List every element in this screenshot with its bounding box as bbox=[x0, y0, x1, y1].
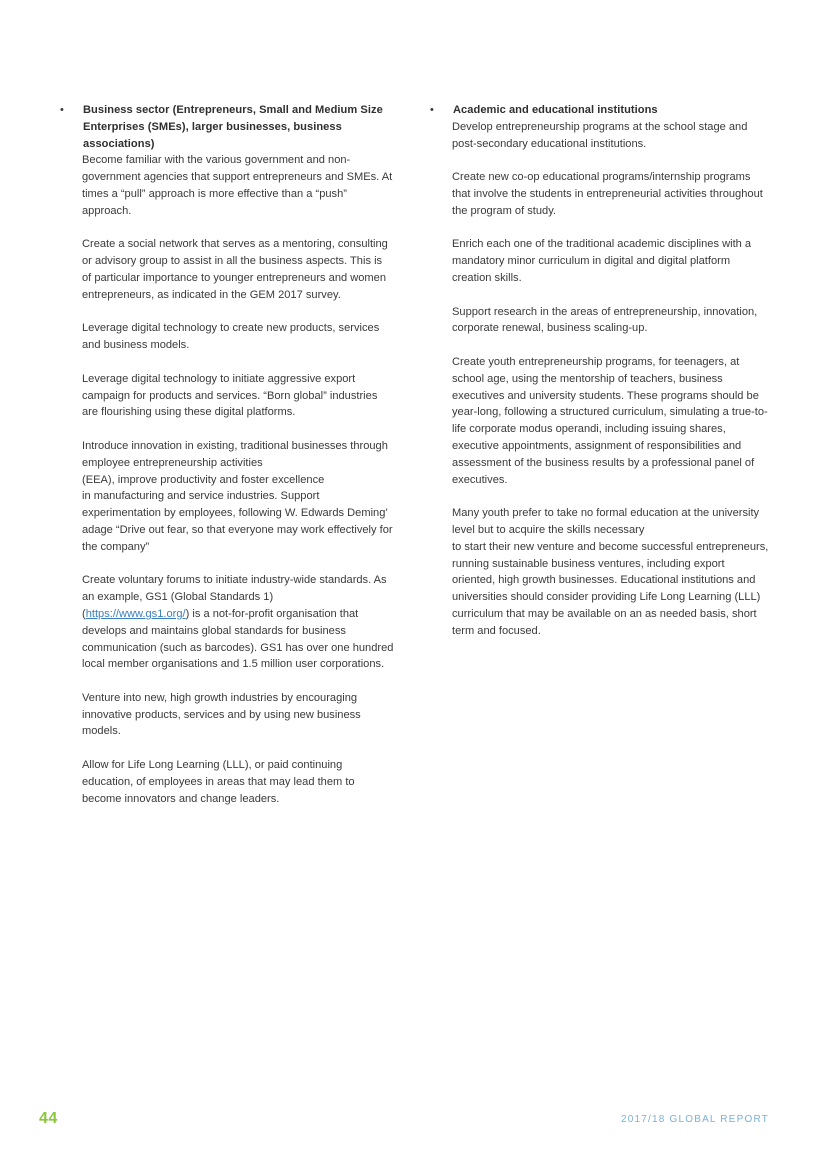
business-sector-section bbox=[60, 102, 394, 824]
paragraph: Venture into new, high growth industries by encouraging innovative products, services and by using new business models. bbox=[82, 691, 361, 738]
paragraph: Create new co-op educational programs/internship programs that involve the students in entrepreneurial activities throughout the program of study. bbox=[452, 171, 763, 217]
paragraph: Leverage digital technology to initiate aggressive export campaign for products and services. “Born global” industries are flourishing using these digital platforms. bbox=[82, 372, 378, 419]
paragraph: Enrich each one of the traditional academic disciplines with a mandatory minor curriculum in digital and digital platform creation skills. bbox=[452, 238, 752, 284]
report-label: 2017/18 GLOBAL REPORT bbox=[620, 1114, 769, 1125]
paragraph: Create a social network that serves as a mentoring, consulting or advisory group to assist in all the business aspects. This is of particular importance to younger entrepreneurs and women entrepreneurs, as indicated in the GEM 2017 survey. bbox=[82, 238, 388, 301]
paragraph: Many youth prefer to take no formal education at the university level but to acquire the skills necessary to start their new venture and become successful entrepreneurs, running sustainable business ventures, including export oriented, high growth businesses. Educational institutions and universities should consider providing Life Long Learning (LLL) curriculum that may be available on an as needed basis, short term and focused. bbox=[452, 507, 769, 637]
academic-section bbox=[430, 102, 770, 656]
paragraph: Become familiar with the various government and non-government agencies that support entrepreneurs and SMEs. At times a “pull” approach is more effective than a “push” approach. bbox=[82, 154, 393, 217]
bullet-icon: • bbox=[430, 104, 434, 116]
paragraph: Introduce innovation in existing, traditional businesses through employee entrepreneurship activities (EEA), improve productivity and foster excellence in manufacturing and service industries. Support experimentation by employees, following W. Edwards Deming’ adage “Drive out fear, so that everyone may work effectively for the company” bbox=[82, 439, 393, 553]
page-number: 44 bbox=[39, 1110, 58, 1127]
section-heading: Academic and educational institutions bbox=[453, 104, 658, 116]
section-heading: Business sector (Entrepreneurs, Small and Medium Size Enterprises (SMEs), larger businesses, business associations) bbox=[83, 104, 383, 150]
paragraph: Develop entrepreneurship programs at the school stage and post-secondary educational institutions. bbox=[452, 120, 748, 150]
paragraph: Allow for Life Long Learning (LLL), or paid continuing education, of employees in areas that may lead them to become innovators and change leaders. bbox=[82, 759, 355, 805]
paragraph: Create youth entrepreneurship programs, for teenagers, at school age, using the mentorship of teachers, business executives and university students. These programs should be year-long, following a structured curriculum, simulating a true-to-life corporate modus operandi, including issuing shares, executive appointments, assignment of responsibilities and assessment of the business results by a professional panel of executives. bbox=[452, 355, 768, 486]
bullet-icon: • bbox=[60, 104, 64, 116]
gs1-text-after: ) is a not-for-profit organisation that develops and maintains global standards for business communication (such as barcodes). GS1 has over one hundred local member organisations and 1.5 million user corporations. bbox=[82, 607, 394, 671]
paragraph: Support research in the areas of entrepreneurship, innovation, corporate renewal, business scaling-up. bbox=[452, 305, 758, 335]
gs1-text-before: Create voluntary forums to initiate industry-wide standards. As an example, GS1 (Global Standards 1) ( bbox=[82, 574, 387, 620]
gs1-link[interactable]: https://www.gs1.org/ bbox=[85, 607, 186, 620]
gs1-paragraph bbox=[82, 572, 394, 673]
paragraph: Leverage digital technology to create new products, services and business models. bbox=[82, 322, 380, 352]
